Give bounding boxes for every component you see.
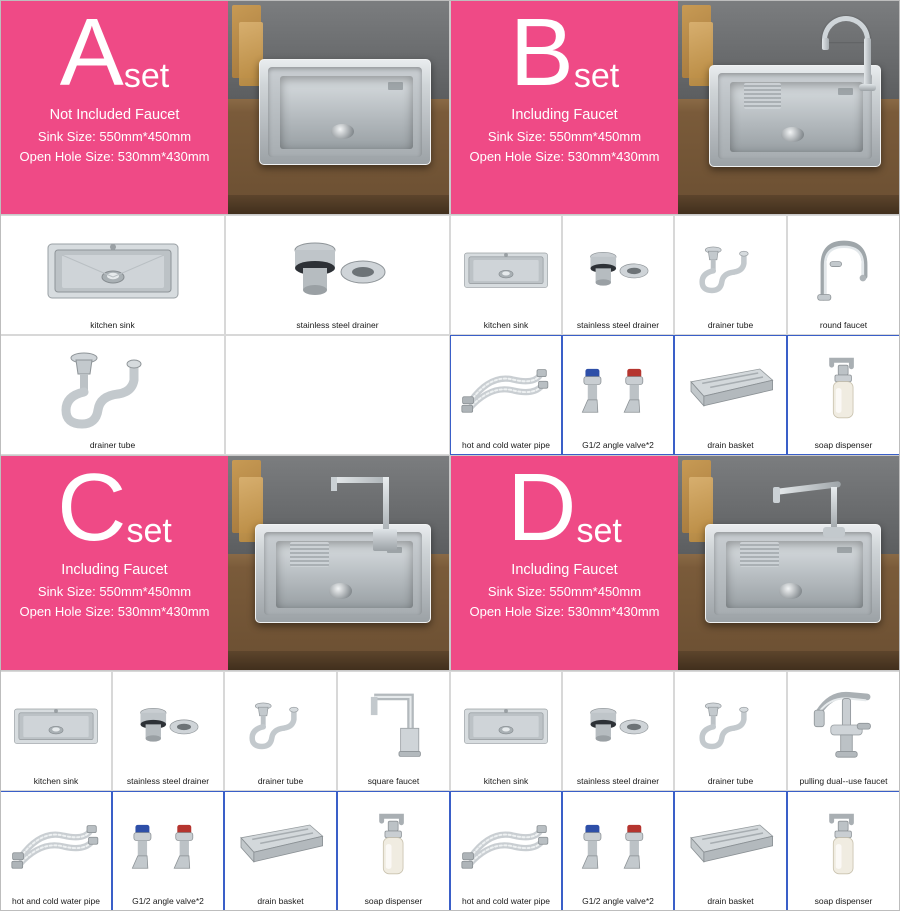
drain-tube-icon <box>1 336 224 439</box>
hose-icon <box>451 336 561 439</box>
set-block-b <box>450 0 900 455</box>
product-cell-drain-basket-b[interactable] <box>674 335 787 455</box>
set-a-items-row-2 <box>0 335 450 455</box>
set-letter-d: D <box>507 455 575 561</box>
square-faucet-icon <box>338 672 449 775</box>
hero-text-panel-d <box>451 456 678 670</box>
product-cell-drainer-tube-d[interactable] <box>674 671 787 791</box>
set-word-b: set <box>573 57 620 95</box>
drain-tube-icon <box>225 672 336 775</box>
hero-title-a <box>59 0 170 106</box>
set-word-a: set <box>123 57 170 95</box>
sets-row-top <box>0 0 900 455</box>
hero-title-c <box>57 455 172 561</box>
pull-out-faucet-icon <box>788 672 899 775</box>
product-caption: stainless steel drainer <box>296 319 379 330</box>
product-cell-angle-valve-c[interactable] <box>112 791 224 911</box>
product-cell-drainer-tube-c[interactable] <box>224 671 337 791</box>
sink-size-a: Sink Size: 550mm*450mm <box>37 129 192 144</box>
sets-row-bottom <box>0 455 900 911</box>
drain-tube-icon <box>675 672 786 775</box>
set-block-c <box>0 455 450 911</box>
angle-valve-icon <box>113 792 223 895</box>
faucet-note-c: Including Faucet <box>61 562 168 578</box>
product-caption: drainer tube <box>707 775 754 786</box>
drain-basket-icon <box>225 792 336 895</box>
round-faucet-photo <box>816 14 886 92</box>
hole-size-a: Open Hole Size: 530mm*430mm <box>19 148 210 164</box>
set-b-items-row-2 <box>450 335 900 455</box>
set-d-items-row-1 <box>450 671 900 791</box>
drainer-icon <box>563 216 673 319</box>
product-caption: G1/2 angle valve*2 <box>132 895 204 906</box>
hole-size-c: Open Hole Size: 530mm*430mm <box>19 603 210 619</box>
drain-tube-icon <box>675 216 786 319</box>
sink-icon <box>451 672 561 775</box>
product-cell-kitchen-sink-c[interactable] <box>0 671 112 791</box>
product-cell-angle-valve-d[interactable] <box>562 791 674 911</box>
product-caption: kitchen sink <box>483 319 529 330</box>
product-caption: kitchen sink <box>90 319 135 330</box>
product-cell-pull-out-faucet-d[interactable] <box>787 671 900 791</box>
hero-banner-b <box>450 0 900 215</box>
hero-photo-a <box>228 1 449 214</box>
hero-title-b <box>509 0 620 106</box>
faucet-note-a: Not Included Faucet <box>49 107 180 123</box>
sink-icon <box>1 672 111 775</box>
product-caption: kitchen sink <box>33 775 79 786</box>
product-caption: stainless steel drainer <box>576 775 660 786</box>
drainer-icon <box>226 216 449 319</box>
set-block-d <box>450 455 900 911</box>
set-c-items-row-2 <box>0 791 450 911</box>
hero-banner-c <box>0 455 450 671</box>
hero-text-panel-b <box>451 1 678 214</box>
product-caption: round faucet <box>819 319 868 330</box>
product-caption: soap dispenser <box>814 895 873 906</box>
product-cell-kitchen-sink-b[interactable] <box>450 215 562 335</box>
product-cell-angle-valve-b[interactable] <box>562 335 674 455</box>
hero-text-panel-a <box>1 1 228 214</box>
product-cell-drain-basket-c[interactable] <box>224 791 337 911</box>
set-letter-b: B <box>509 0 572 106</box>
product-caption: G1/2 angle valve*2 <box>582 895 654 906</box>
product-caption: stainless steel drainer <box>576 319 660 330</box>
hero-text-panel-c <box>1 456 228 670</box>
product-cell-soap-dispenser-d[interactable] <box>787 791 900 911</box>
drain-basket-icon <box>675 792 786 895</box>
soap-dispenser-icon <box>788 336 899 439</box>
sink-icon <box>1 216 224 319</box>
pull-out-faucet-photo <box>771 477 871 557</box>
product-caption: kitchen sink <box>483 775 529 786</box>
product-cell-square-faucet-c[interactable] <box>337 671 450 791</box>
set-b-items-row-1 <box>450 215 900 335</box>
set-word-c: set <box>126 512 172 550</box>
set-letter-c: C <box>57 455 125 561</box>
product-caption: hot and cold water pipe <box>12 895 100 906</box>
hero-photo-b <box>678 1 899 214</box>
drainer-icon <box>113 672 223 775</box>
hero-photo-c <box>228 456 449 670</box>
product-cell-stainless-steel-drainer-a[interactable] <box>225 215 450 335</box>
set-block-a <box>0 0 450 455</box>
product-cell-stainless-steel-drainer-d[interactable] <box>562 671 674 791</box>
product-cell-soap-dispenser-b[interactable] <box>787 335 900 455</box>
set-word-d: set <box>576 512 622 550</box>
set-c-items-row-1 <box>0 671 450 791</box>
angle-valve-icon <box>563 336 673 439</box>
product-caption: soap dispenser <box>364 895 423 906</box>
set-d-items-row-2 <box>450 791 900 911</box>
hero-photo-d <box>678 456 899 670</box>
product-cell-drainer-tube-b[interactable] <box>674 215 787 335</box>
hero-banner-a <box>0 0 450 215</box>
product-caption: drainer tube <box>89 439 136 450</box>
product-cell-round-faucet-b[interactable] <box>787 215 900 335</box>
product-caption: drain basket <box>707 439 754 450</box>
hero-banner-d <box>450 455 900 671</box>
soap-dispenser-icon <box>338 792 449 895</box>
product-caption: square faucet <box>367 775 420 786</box>
product-cell-soap-dispenser-c[interactable] <box>337 791 450 911</box>
set-letter-a: A <box>59 0 122 106</box>
faucet-note-d: Including Faucet <box>511 562 618 578</box>
product-caption: drain basket <box>257 895 304 906</box>
product-caption: soap dispenser <box>814 439 873 450</box>
product-cell-drainer-tube-a[interactable] <box>0 335 225 455</box>
sink-size-d: Sink Size: 550mm*450mm <box>487 584 642 599</box>
drainer-icon <box>563 672 673 775</box>
product-cell-kitchen-sink-d[interactable] <box>450 671 562 791</box>
drain-basket-icon <box>675 336 786 439</box>
product-cell-stainless-steel-drainer-c[interactable] <box>112 671 224 791</box>
product-caption: pulling dual--use faucet <box>799 775 888 786</box>
product-caption: drainer tube <box>707 319 754 330</box>
sink-size-c: Sink Size: 550mm*450mm <box>37 584 192 599</box>
product-caption: drain basket <box>707 895 754 906</box>
hero-title-d <box>507 455 622 561</box>
angle-valve-icon <box>563 792 673 895</box>
round-faucet-icon <box>788 216 899 319</box>
product-cell-stainless-steel-drainer-b[interactable] <box>562 215 674 335</box>
square-faucet-photo <box>325 473 415 558</box>
product-cell-hot-and-cold-water-pipe-d[interactable] <box>450 791 562 911</box>
product-cell-hot-and-cold-water-pipe-b[interactable] <box>450 335 562 455</box>
product-caption: stainless steel drainer <box>126 775 210 786</box>
soap-dispenser-icon <box>788 792 899 895</box>
product-cell-kitchen-sink-a[interactable] <box>0 215 225 335</box>
hole-size-d: Open Hole Size: 530mm*430mm <box>469 603 660 619</box>
product-caption: hot and cold water pipe <box>462 895 550 906</box>
product-caption: hot and cold water pipe <box>462 439 550 450</box>
set-a-items-row-1 <box>0 215 450 335</box>
product-cell-drain-basket-d[interactable] <box>674 791 787 911</box>
hose-icon <box>1 792 111 895</box>
empty-cell-a <box>225 335 450 455</box>
product-cell-hot-and-cold-water-pipe-c[interactable] <box>0 791 112 911</box>
hose-icon <box>451 792 561 895</box>
product-caption: drainer tube <box>257 775 304 786</box>
faucet-note-b: Including Faucet <box>511 107 618 123</box>
hole-size-b: Open Hole Size: 530mm*430mm <box>469 148 660 164</box>
sink-icon <box>451 216 561 319</box>
sink-size-b: Sink Size: 550mm*450mm <box>487 129 642 144</box>
product-caption: G1/2 angle valve*2 <box>582 439 654 450</box>
